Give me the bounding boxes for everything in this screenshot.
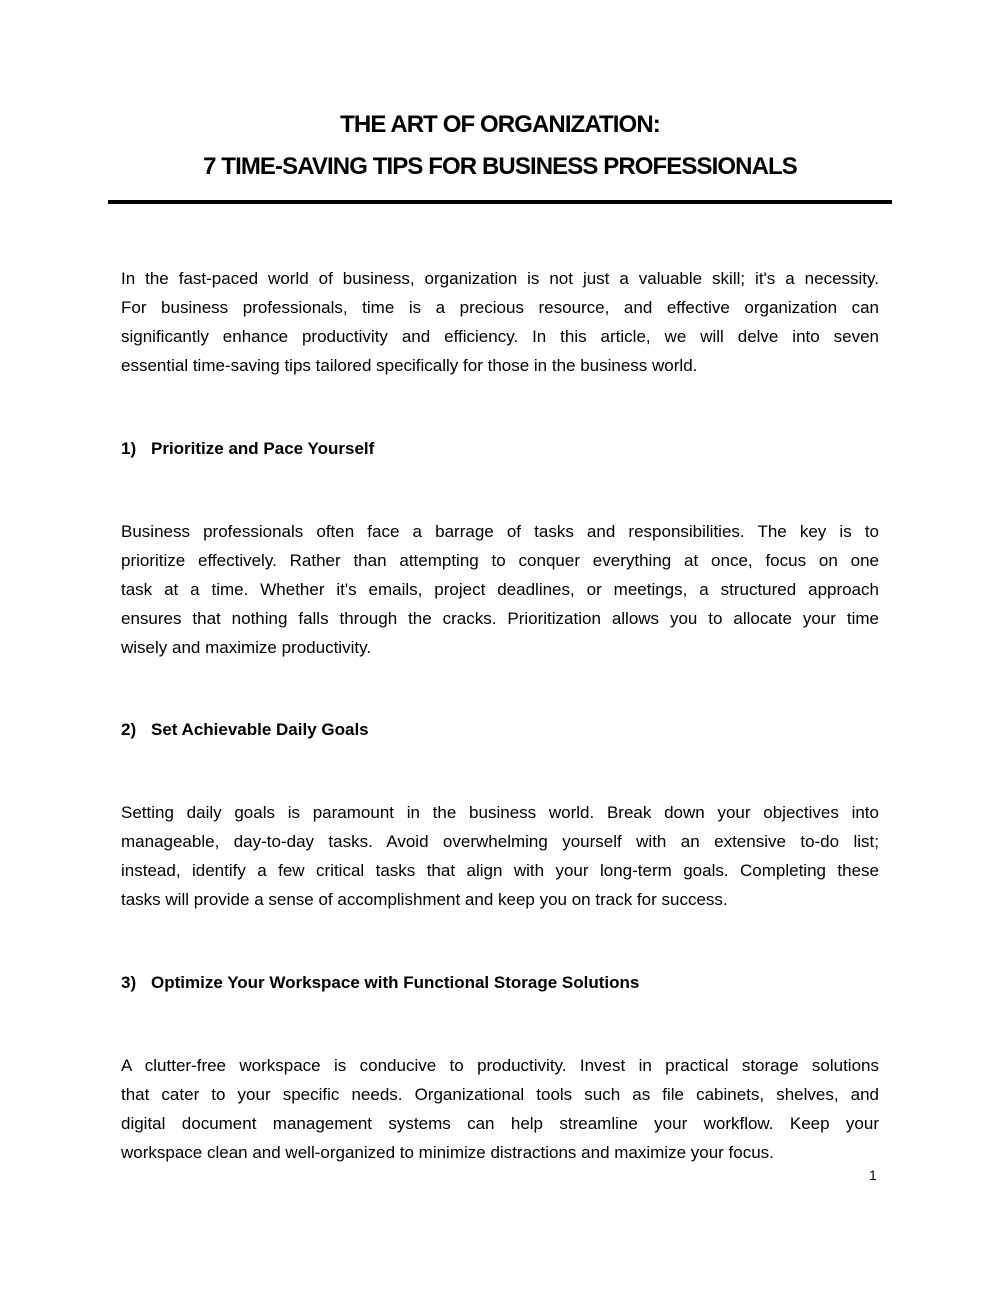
text-line: ensures that nothing falls through the cracks. Prioritization allows you to allocate your time: [121, 609, 879, 628]
text-line: tasks will provide a sense of accomplishment and keep you on track for success.: [121, 890, 728, 909]
section-title: Prioritize and Pace Yourself: [151, 439, 375, 458]
section-heading-2: [121, 715, 369, 744]
section-title: Optimize Your Workspace with Functional Storage Solutions: [151, 973, 640, 992]
text-line: prioritize effectively. Rather than attempting to conquer everything at once, focus on one: [121, 551, 879, 570]
text-line: digital document management systems can help streamline your workflow. Keep your: [121, 1114, 879, 1133]
text-line: manageable, day-to-day tasks. Avoid overwhelming yourself with an extensive to-do list;: [121, 832, 879, 851]
section-number: 1): [121, 439, 137, 458]
section-1-paragraph: [121, 517, 879, 662]
section-number: 3): [121, 973, 137, 992]
text-line: For business professionals, time is a precious resource, and effective organization can: [121, 298, 879, 317]
text-line: task at a time. Whether it's emails, project deadlines, or meetings, a structured approach: [121, 580, 879, 599]
section-heading-1: [121, 434, 374, 463]
section-title: Set Achievable Daily Goals: [151, 720, 369, 739]
text-line: A clutter-free workspace is conducive to productivity. Invest in practical storage solutions: [121, 1056, 879, 1075]
text-line: that cater to your specific needs. Organizational tools such as file cabinets, shelves, and: [121, 1085, 879, 1104]
text-line: essential time-saving tips tailored specifically for those in the business world.: [121, 356, 698, 375]
text-line: Business professionals often face a barrage of tasks and responsibilities. The key is to: [121, 522, 879, 541]
text-line: workspace clean and well-organized to minimize distractions and maximize your focus.: [121, 1143, 774, 1162]
document-title-line-1: THE ART OF ORGANIZATION:: [340, 111, 660, 138]
section-2-paragraph: [121, 798, 879, 914]
text-line: significantly enhance productivity and efficiency. In this article, we will delve into seven: [121, 327, 879, 346]
text-line: Setting daily goals is paramount in the business world. Break down your objectives into: [121, 803, 879, 822]
title-divider: [108, 200, 892, 204]
text-line: wisely and maximize productivity.: [121, 638, 372, 657]
section-3-paragraph: [121, 1051, 879, 1167]
text-line: In the fast-paced world of business, organization is not just a valuable skill; it's a necessity.: [121, 269, 879, 288]
section-number: 2): [121, 720, 137, 739]
section-heading-3: [121, 968, 639, 997]
intro-paragraph: [121, 264, 879, 380]
text-line: instead, identify a few critical tasks that align with your long-term goals. Completing these: [121, 861, 879, 880]
page-number: 1: [869, 1167, 877, 1183]
document-title-line-2: 7 TIME-SAVING TIPS FOR BUSINESS PROFESSIONALS: [203, 153, 797, 180]
